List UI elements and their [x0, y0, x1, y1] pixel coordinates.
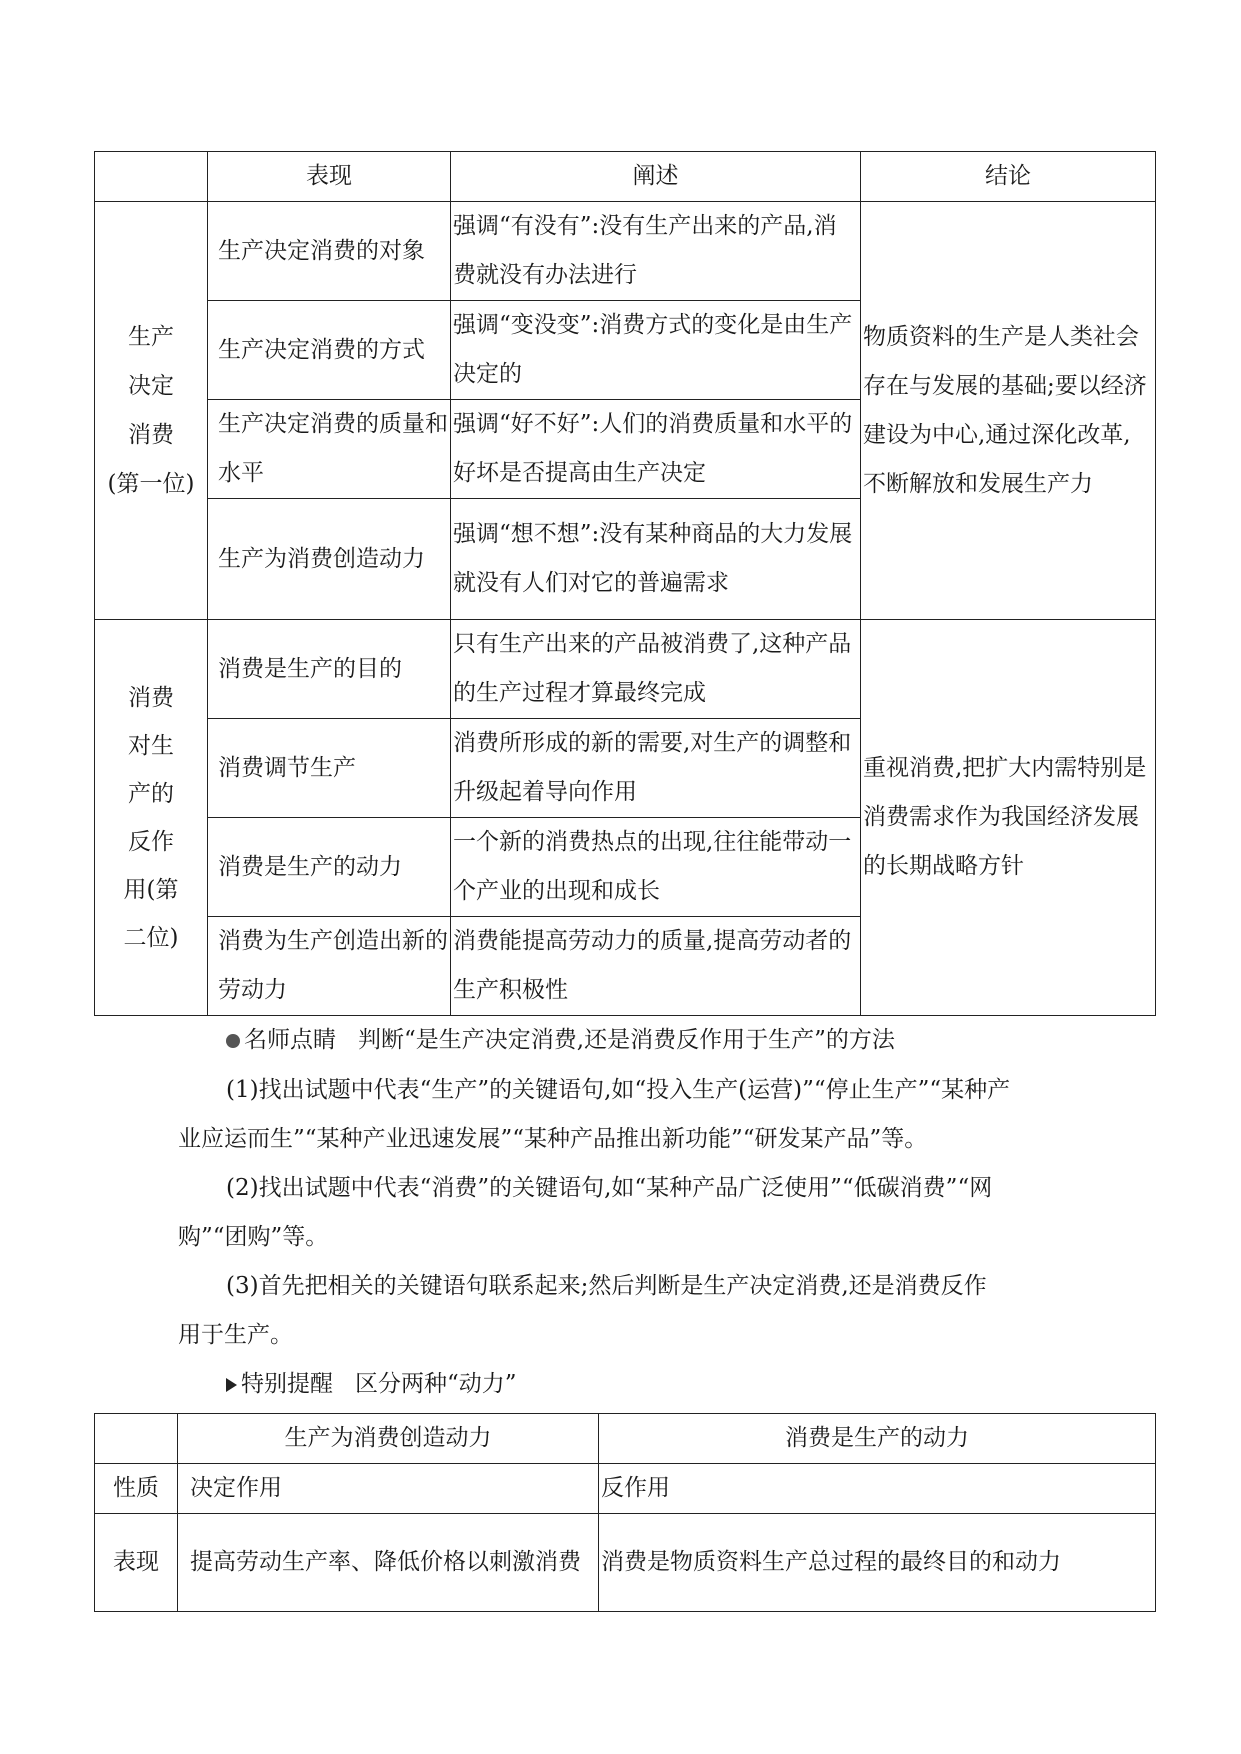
table-header-row	[95, 1414, 1156, 1464]
tip-item-1-line-2: 业应运而生”“某种产业迅速发展”“某种产品推出新功能”“研发某产品”等。	[178, 1126, 928, 1152]
special-reminder-heading: 特别提醒 区分两种“动力”	[226, 1359, 517, 1409]
row-label-manifestation: 表现	[95, 1514, 178, 1612]
header-cell-jielun: 结论	[861, 152, 1156, 202]
chanshu-cell: 强调“有没有”:没有生产出来的产品,消费就没有办法进行	[451, 202, 861, 301]
chanshu-cell: 只有生产出来的产品被消费了,这种产品的生产过程才算最终完成	[451, 620, 861, 719]
biaoxian-cell: 生产决定消费的质量和水平	[208, 400, 451, 499]
chanshu-cell: 强调“好不好”:人们的消费质量和水平的好坏是否提高由生产决定	[451, 400, 861, 499]
tip-item-2-line-1: (2)找出试题中代表“消费”的关键语句,如“某种产品广泛使用”“低碳消费”“网	[226, 1175, 993, 1201]
manifestation-consumption-cell: 消费是物质资料生产总过程的最终目的和动力	[599, 1514, 1156, 1612]
biaoxian-cell: 生产决定消费的方式	[208, 301, 451, 400]
table-row	[95, 202, 1156, 301]
conclusion-cell-production: 物质资料的生产是人类社会存在与发展的基础;要以经济建设为中心,通过深化改革,不断解放和发展生产力	[861, 202, 1156, 620]
chanshu-cell: 强调“变没变”:消费方式的变化是由生产决定的	[451, 301, 861, 400]
biaoxian-cell: 生产为消费创造动力	[208, 499, 451, 620]
biaoxian-cell: 消费调节生产	[208, 719, 451, 818]
teacher-tip-heading: 名师点睛 判断“是生产决定消费,还是消费反作用于生产”的方法	[226, 1015, 895, 1065]
biaoxian-cell: 消费是生产的目的	[208, 620, 451, 719]
biaoxian-cell: 消费为生产创造出新的劳动力	[208, 917, 451, 1016]
chanshu-cell: 一个新的消费热点的出现,往往能带动一个产业的出现和成长	[451, 818, 861, 917]
header-cell-chanshu: 阐述	[451, 152, 861, 202]
nature-consumption-cell: 反作用	[599, 1464, 1156, 1514]
chanshu-cell: 消费所形成的新的需要,对生产的调整和升级起着导向作用	[451, 719, 861, 818]
chanshu-cell: 强调“想不想”:没有某种商品的大力发展就没有人们对它的普遍需求	[451, 499, 861, 620]
triangle-marker-icon	[226, 1378, 237, 1392]
tip-item-3-line-2: 用于生产。	[178, 1322, 293, 1348]
group-label-consumption: 消费 对生 产的 反作 用(第 二位)	[95, 620, 208, 1016]
table-header-row	[95, 152, 1156, 202]
two-motive-table	[94, 1413, 1156, 1612]
nature-production-cell: 决定作用	[178, 1464, 599, 1514]
teacher-tip-icon	[226, 1034, 240, 1048]
production-consumption-table	[94, 151, 1156, 1016]
group-label-production: 生产 决定 消费 (第一位)	[95, 202, 208, 620]
table-row	[95, 1514, 1156, 1612]
manifestation-production-cell: 提高劳动生产率、降低价格以刺激消费	[178, 1514, 599, 1612]
header-cell-empty	[95, 1414, 178, 1464]
header-cell-biaoxian: 表现	[208, 152, 451, 202]
header-cell-empty	[95, 152, 208, 202]
tip-item-1-line-1: (1)找出试题中代表“生产”的关键语句,如“投入生产(运营)”“停止生产”“某种产	[226, 1077, 1011, 1103]
tip-item-3-line-1: (3)首先把相关的关键语句联系起来;然后判断是生产决定消费,还是消费反作	[226, 1273, 987, 1299]
biaoxian-cell: 消费是生产的动力	[208, 818, 451, 917]
chanshu-cell: 消费能提高劳动力的质量,提高劳动者的生产积极性	[451, 917, 861, 1016]
biaoxian-cell: 生产决定消费的对象	[208, 202, 451, 301]
header-cell-consumption-motive: 消费是生产的动力	[599, 1414, 1156, 1464]
header-cell-production-motive: 生产为消费创造动力	[178, 1414, 599, 1464]
conclusion-cell-consumption: 重视消费,把扩大内需特别是消费需求作为我国经济发展的长期战略方针	[861, 620, 1156, 1016]
table-row	[95, 1464, 1156, 1514]
row-label-nature: 性质	[95, 1464, 178, 1514]
tip-item-2-line-2: 购”“团购”等。	[178, 1224, 329, 1250]
table-row	[95, 620, 1156, 719]
